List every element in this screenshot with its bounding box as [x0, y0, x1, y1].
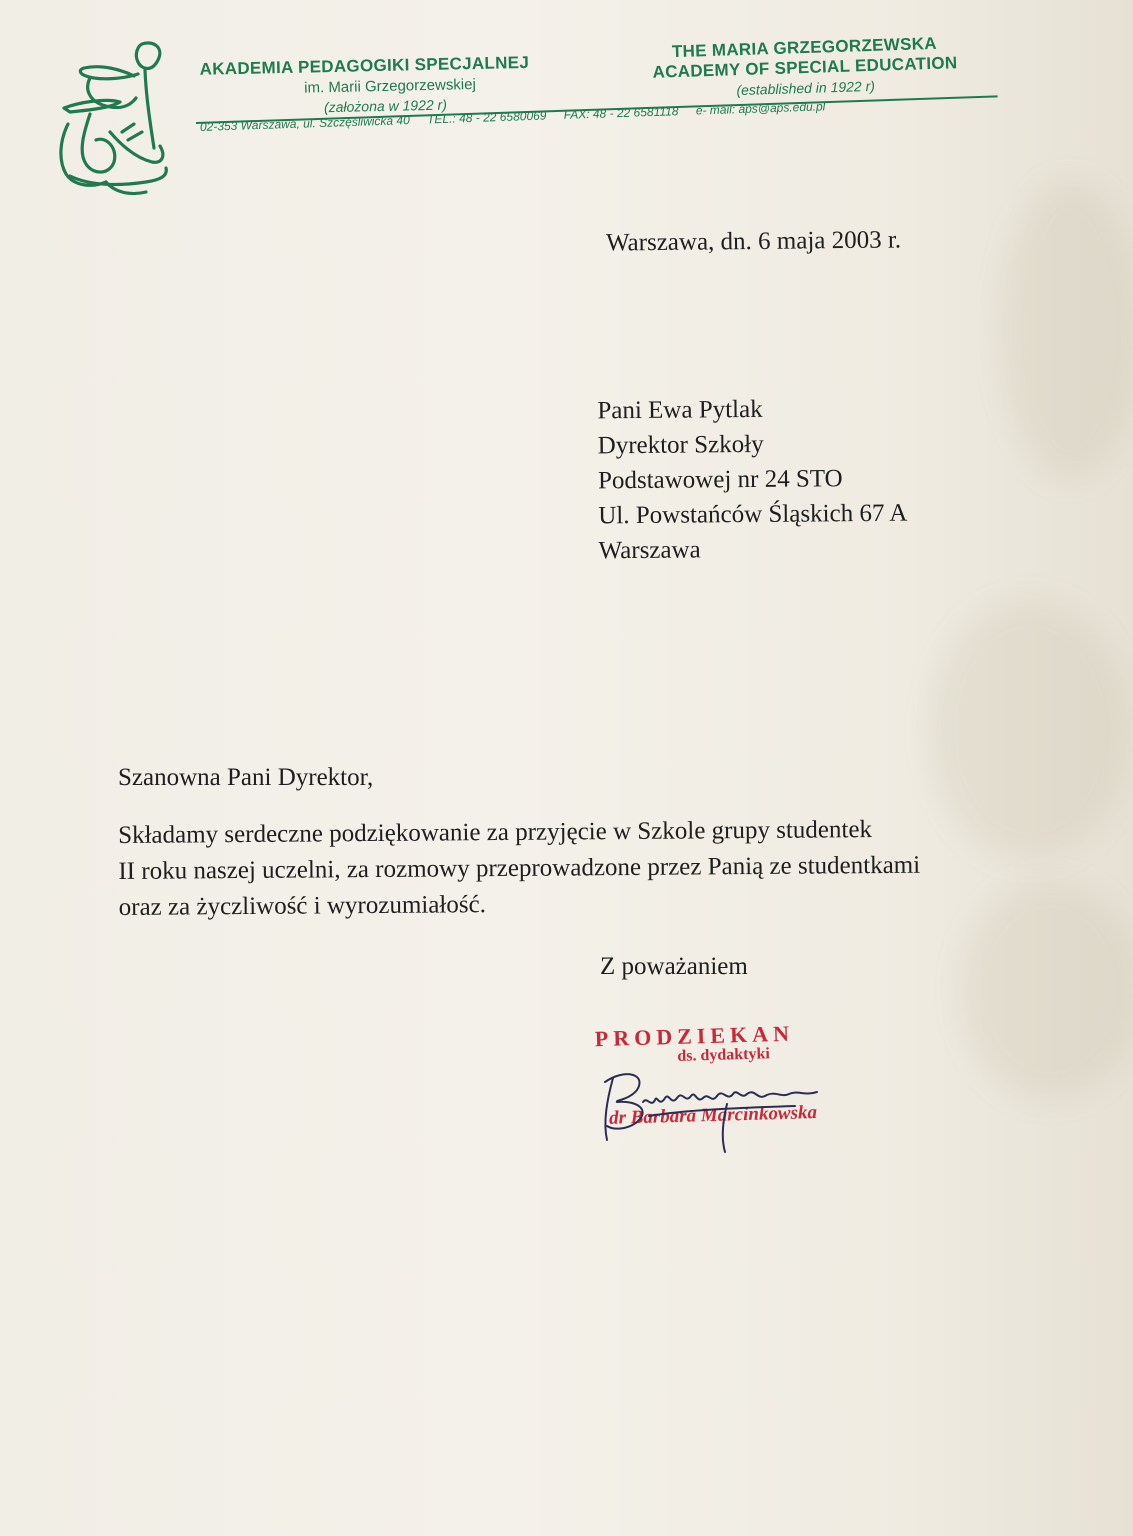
- recipient-school: Podstawowej nr 24 STO: [597, 465, 843, 495]
- body-line: oraz za życzliwość i wyrozumiałość.: [118, 891, 487, 921]
- recipient-name: Pani Ewa Pytlak: [597, 395, 763, 425]
- letter-body: [118, 811, 1039, 926]
- recipient-city: Warszawa: [598, 536, 701, 565]
- closing: Z poważaniem: [600, 953, 748, 980]
- recipient-block: [597, 391, 908, 569]
- academy-email: e- mail: aps@aps.edu.pl: [695, 99, 826, 118]
- letter-date: Warszawa, dn. 6 maja 2003 r.: [605, 226, 902, 257]
- recipient-title: Dyrektor Szkoły: [597, 430, 764, 460]
- academy-patron-pl: im. Marii Grzegorzewskiej: [304, 75, 477, 97]
- stamp-name: dr Barbara Marcinkowska: [608, 1102, 818, 1129]
- stamp-subtitle: ds. dydaktyki: [677, 1045, 771, 1065]
- academy-phone: TEL.: 48 - 22 6580069: [426, 108, 547, 127]
- paper-stain: [1000, 180, 1133, 480]
- academy-name-en-line2: ACADEMY OF SPECIAL EDUCATION: [652, 53, 958, 82]
- academy-name-pl: AKADEMIA PEDAGOGIKI SPECJALNEJ: [199, 52, 530, 79]
- academy-name-en-line1: THE MARIA GRZEGORZEWSKA: [671, 33, 938, 62]
- letterhead-english: [624, 32, 986, 101]
- letterhead-polish: [199, 52, 560, 118]
- academy-address: 02-353 Warszawa, ul. Szczęśliwicka 40: [199, 113, 410, 134]
- academy-founded-en: (established in 1922 r): [736, 77, 876, 99]
- handwritten-signature: [585, 1060, 875, 1160]
- academy-founded-pl: (założona w 1922 r): [323, 96, 448, 116]
- recipient-street: Ul. Powstańców Śląskich 67 A: [598, 499, 908, 530]
- academy-logo-icon: [50, 36, 170, 201]
- body-line: Składamy serdeczne podziękowanie za przyjęcie w Szkole grupy studentek: [118, 816, 873, 849]
- body-line: II roku naszej uczelni, za rozmowy przeprowadzone przez Panią ze studentkami: [118, 851, 921, 885]
- academy-fax: FAX: 48 - 22 6581118: [563, 104, 679, 122]
- stamp-title: PRODZIEKAN: [594, 1020, 795, 1052]
- salutation: Szanowna Pani Dyrektor,: [118, 764, 374, 791]
